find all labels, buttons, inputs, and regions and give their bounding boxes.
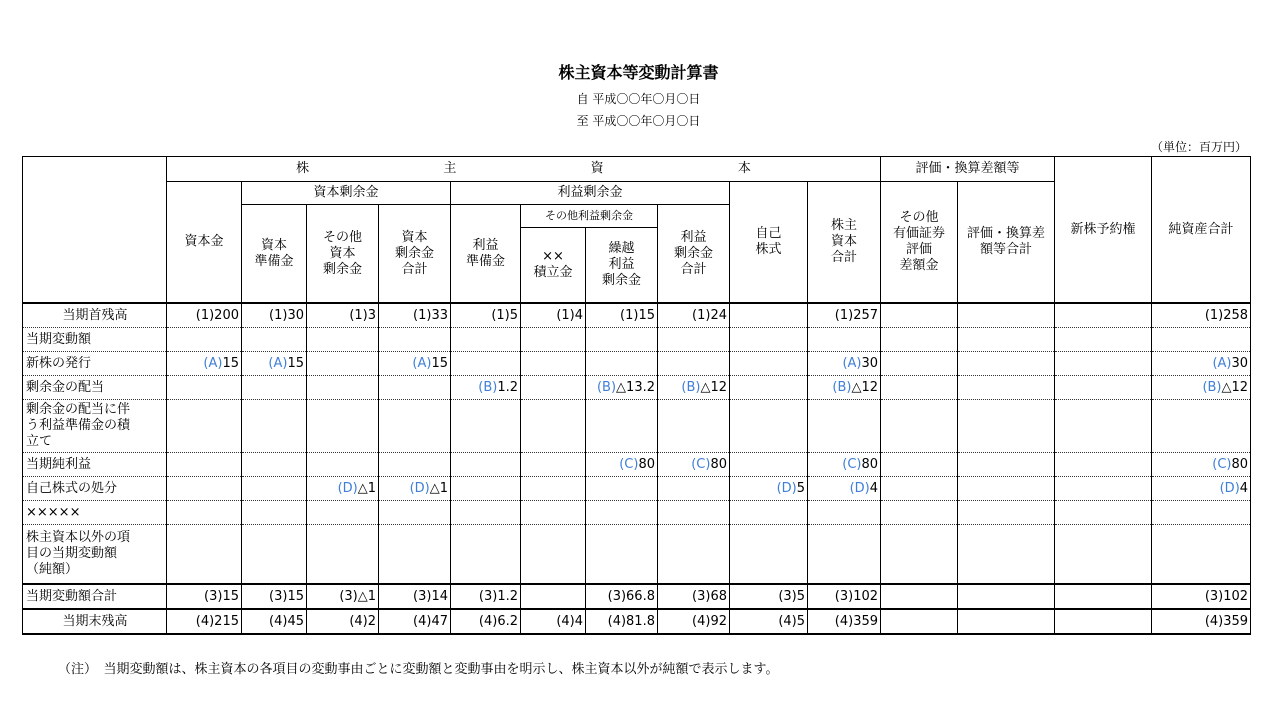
table-cell xyxy=(808,501,881,525)
table-cell xyxy=(242,525,307,585)
cell-marker: (B) xyxy=(832,379,852,395)
table-cell xyxy=(586,501,658,525)
table-cell xyxy=(808,303,881,328)
table-cell xyxy=(1055,453,1152,477)
table-cell xyxy=(958,303,1055,328)
cell-marker: (A) xyxy=(268,355,288,371)
cell-value: (4)5 xyxy=(778,613,805,629)
table-cell xyxy=(307,501,379,525)
cell-value: (1)30 xyxy=(269,307,304,323)
table-cell xyxy=(521,453,586,477)
table-cell xyxy=(1152,303,1251,328)
cell-value: (4)47 xyxy=(413,613,448,629)
table-cell xyxy=(521,501,586,525)
table-cell xyxy=(1152,376,1251,400)
table-cell xyxy=(167,609,242,634)
cell-marker: (A) xyxy=(412,355,432,371)
table-cell xyxy=(658,328,730,352)
cell-value: (4)359 xyxy=(1204,613,1249,629)
table-cell xyxy=(1055,376,1152,400)
cell-value: (4)6.2 xyxy=(478,613,518,629)
table-cell xyxy=(730,584,808,609)
cell-value: (3)5 xyxy=(778,588,805,604)
table-cell xyxy=(958,352,1055,376)
table-cell xyxy=(881,477,958,501)
cell-value: (1)200 xyxy=(195,307,239,323)
table-cell xyxy=(521,584,586,609)
cell-value: (3)66.8 xyxy=(607,588,655,604)
header-rieki-junbikin: 利益 準備金 xyxy=(451,205,521,304)
table-cell xyxy=(379,584,451,609)
header-hyoka-total: 評価・換算差 額等合計 xyxy=(958,182,1055,304)
table-cell xyxy=(881,501,958,525)
table-cell xyxy=(307,584,379,609)
table-cell xyxy=(307,328,379,352)
header-sonota-yuka: その他 有価証券 評価 差額金 xyxy=(881,182,958,304)
table-cell xyxy=(307,376,379,400)
table-cell xyxy=(958,501,1055,525)
cell-value: (3)15 xyxy=(269,588,304,604)
table-cell xyxy=(808,584,881,609)
cell-value: 30 xyxy=(861,355,879,371)
table-cell xyxy=(521,525,586,585)
table-row xyxy=(23,400,1251,453)
cell-value: (1)257 xyxy=(834,307,879,323)
header-kabunushi-total: 株主 資本 合計 xyxy=(808,182,881,304)
table-cell xyxy=(730,525,808,585)
table-cell xyxy=(167,453,242,477)
table-cell xyxy=(958,328,1055,352)
table-cell xyxy=(730,453,808,477)
table-cell xyxy=(451,525,521,585)
table-cell xyxy=(658,501,730,525)
table-cell xyxy=(658,477,730,501)
header-kurikoshi: 繰越 利益 剰余金 xyxy=(586,228,658,304)
document-title: 株主資本等変動計算書 xyxy=(558,63,719,82)
cell-value: 1.2 xyxy=(497,379,518,395)
table-cell xyxy=(242,352,307,376)
table-cell xyxy=(808,352,881,376)
table-cell xyxy=(658,352,730,376)
table-cell xyxy=(1055,584,1152,609)
cell-value: (3)102 xyxy=(834,588,879,604)
table-cell xyxy=(1152,501,1251,525)
row-label: 当期変動額 xyxy=(23,328,167,352)
cell-marker: (D) xyxy=(776,480,797,496)
table-cell xyxy=(881,352,958,376)
header-rieki-jouyokin: 利益剰余金 xyxy=(451,182,730,205)
table-cell xyxy=(730,609,808,634)
table-cell xyxy=(730,352,808,376)
table-cell xyxy=(521,477,586,501)
cell-marker: (B) xyxy=(1202,379,1222,395)
cell-value: (1)3 xyxy=(349,307,376,323)
cell-marker: (D) xyxy=(337,480,358,496)
table-cell xyxy=(242,453,307,477)
table-cell xyxy=(167,400,242,453)
table-cell xyxy=(521,376,586,400)
table-row xyxy=(23,328,1251,352)
cell-value: (4)2 xyxy=(349,613,376,629)
cell-marker: (C) xyxy=(1212,456,1232,472)
table-cell xyxy=(958,376,1055,400)
header-shihonkin: 資本金 xyxy=(167,182,242,304)
footnote: （注） 当期変動額は、株主資本の各項目の変動事由ごとに変動額と変動事由を明示し、株主資本以外が純額で表示します。 xyxy=(58,662,779,677)
header-kabunushi-char: 本 xyxy=(737,161,751,176)
table-row xyxy=(23,352,1251,376)
cell-value: 4 xyxy=(869,480,879,496)
table-cell xyxy=(808,525,881,585)
table-row xyxy=(23,477,1251,501)
table-cell xyxy=(808,400,881,453)
table-cell xyxy=(167,501,242,525)
table-cell xyxy=(379,303,451,328)
table-cell xyxy=(1055,609,1152,634)
table-cell xyxy=(521,609,586,634)
cell-value: (3)102 xyxy=(1204,588,1249,604)
table-cell xyxy=(658,400,730,453)
table-cell xyxy=(730,303,808,328)
cell-marker: (B) xyxy=(478,379,498,395)
table-cell xyxy=(379,328,451,352)
table-row xyxy=(23,453,1251,477)
header-kabunushi-char: 資 xyxy=(590,161,604,176)
header-corner xyxy=(23,157,167,304)
header-shihon-junbikin: 資本 準備金 xyxy=(242,205,307,304)
table-cell xyxy=(167,525,242,585)
table-cell xyxy=(1055,501,1152,525)
table-cell xyxy=(242,477,307,501)
row-label: 新株の発行 xyxy=(23,352,167,376)
table-row xyxy=(23,584,1251,609)
table-cell xyxy=(242,501,307,525)
cell-value: △1 xyxy=(429,480,448,496)
header-kabunushi-shihon xyxy=(167,157,881,182)
table-cell xyxy=(586,525,658,585)
cell-value: (1)33 xyxy=(413,307,448,323)
table-cell xyxy=(958,525,1055,585)
table-cell xyxy=(881,328,958,352)
row-label: 当期変動額合計 xyxy=(23,584,167,609)
header-sonota-rieki: その他利益剰余金 xyxy=(521,205,658,228)
table-row xyxy=(23,303,1251,328)
cell-marker: (A) xyxy=(1212,355,1232,371)
table-cell xyxy=(658,525,730,585)
table-cell xyxy=(808,609,881,634)
table-cell xyxy=(958,400,1055,453)
statement-table xyxy=(22,156,1251,635)
cell-value: (4)4 xyxy=(556,613,583,629)
unit-label: （単位：百万円） xyxy=(1150,140,1247,154)
header-sonota-shihon: その他 資本 剰余金 xyxy=(307,205,379,304)
table-cell xyxy=(379,400,451,453)
cell-marker: (A) xyxy=(203,355,223,371)
table-cell xyxy=(167,303,242,328)
table-cell xyxy=(167,352,242,376)
table-cell xyxy=(242,328,307,352)
table-cell xyxy=(586,352,658,376)
header-shihon-jouyokin: 資本剰余金 xyxy=(242,182,451,205)
table-cell xyxy=(586,477,658,501)
table-cell xyxy=(586,303,658,328)
table-cell xyxy=(881,303,958,328)
table-cell xyxy=(307,303,379,328)
cell-value: (1)5 xyxy=(491,307,518,323)
row-label: 当期純利益 xyxy=(23,453,167,477)
cell-value: △1 xyxy=(357,480,376,496)
table-cell xyxy=(586,376,658,400)
table-cell xyxy=(451,501,521,525)
table-cell xyxy=(451,453,521,477)
table-cell xyxy=(958,584,1055,609)
table-cell xyxy=(521,352,586,376)
table-cell xyxy=(451,352,521,376)
header-hyoka-group: 評価・換算差額等 xyxy=(881,157,1055,182)
cell-value: (1)24 xyxy=(692,307,727,323)
header-junshisan: 純資産合計 xyxy=(1152,157,1251,304)
cell-marker: (A) xyxy=(842,355,862,371)
table-cell xyxy=(307,477,379,501)
table-cell xyxy=(730,400,808,453)
cell-value: 80 xyxy=(861,456,879,472)
table-row xyxy=(23,609,1251,634)
table-cell xyxy=(658,584,730,609)
cell-value: (4)45 xyxy=(269,613,304,629)
table-cell xyxy=(1055,328,1152,352)
table-cell xyxy=(730,376,808,400)
table-cell xyxy=(808,376,881,400)
cell-value: 15 xyxy=(222,355,239,371)
statement-body xyxy=(23,303,1251,634)
cell-value: (3)△1 xyxy=(339,588,376,604)
cell-value: 5 xyxy=(796,480,805,496)
cell-value: △12 xyxy=(851,379,879,395)
table-cell xyxy=(451,328,521,352)
table-cell xyxy=(167,584,242,609)
cell-value: (4)81.8 xyxy=(607,613,655,629)
header-kabunushi-char: 株 xyxy=(296,161,310,176)
table-cell xyxy=(242,303,307,328)
table-row xyxy=(23,525,1251,585)
header-kabunushi-char: 主 xyxy=(443,161,457,176)
cell-value: △13.2 xyxy=(616,379,655,395)
table-cell xyxy=(658,376,730,400)
table-cell xyxy=(586,328,658,352)
cell-marker: (B) xyxy=(681,379,701,395)
cell-value: 30 xyxy=(1231,355,1249,371)
row-label: 当期末残高 xyxy=(23,609,167,634)
period-from: 自 平成〇〇年〇月〇日 xyxy=(576,92,701,106)
cell-marker: (C) xyxy=(842,456,862,472)
table-cell xyxy=(521,400,586,453)
cell-value: (4)359 xyxy=(834,613,879,629)
table-cell xyxy=(1055,477,1152,501)
table-cell xyxy=(379,453,451,477)
table-cell xyxy=(586,609,658,634)
table-cell xyxy=(1055,400,1152,453)
table-cell xyxy=(451,303,521,328)
table-cell xyxy=(1055,352,1152,376)
table-cell xyxy=(881,525,958,585)
table-cell xyxy=(379,525,451,585)
table-cell xyxy=(242,376,307,400)
table-cell xyxy=(958,453,1055,477)
cell-value: (3)68 xyxy=(692,588,727,604)
table-cell xyxy=(730,328,808,352)
row-label: ××××× xyxy=(23,501,167,525)
cell-value: 80 xyxy=(710,456,727,472)
cell-value: (4)92 xyxy=(692,613,727,629)
table-cell xyxy=(379,352,451,376)
cell-value: 15 xyxy=(287,355,304,371)
table-cell xyxy=(1152,453,1251,477)
table-cell xyxy=(307,525,379,585)
header-tsumitate: ×× 積立金 xyxy=(521,228,586,304)
cell-marker: (B) xyxy=(596,379,617,395)
cell-value: (3)1.2 xyxy=(478,588,518,604)
table-cell xyxy=(167,328,242,352)
cell-value: (1)4 xyxy=(556,307,583,323)
table-cell xyxy=(242,609,307,634)
row-label: 剰余金の配当 xyxy=(23,376,167,400)
table-cell xyxy=(521,328,586,352)
period-to: 至 平成〇〇年〇月〇日 xyxy=(576,114,701,128)
table-cell xyxy=(307,609,379,634)
table-cell xyxy=(881,584,958,609)
table-cell xyxy=(451,584,521,609)
table-cell xyxy=(167,477,242,501)
table-cell xyxy=(1055,303,1152,328)
cell-marker: (D) xyxy=(1219,480,1240,496)
table-cell xyxy=(658,303,730,328)
header-shihon-jouyo-total: 資本 剰余金 合計 xyxy=(379,205,451,304)
cell-value: (1)15 xyxy=(620,307,655,323)
cell-value: 80 xyxy=(1231,456,1249,472)
cell-value: 80 xyxy=(638,456,655,472)
cell-value: 15 xyxy=(431,355,448,371)
row-label: 自己株式の処分 xyxy=(23,477,167,501)
table-cell xyxy=(658,609,730,634)
table-cell xyxy=(881,453,958,477)
table-cell xyxy=(881,376,958,400)
table-cell xyxy=(586,584,658,609)
table-cell xyxy=(521,303,586,328)
table-cell xyxy=(307,352,379,376)
table-row xyxy=(23,376,1251,400)
table-cell xyxy=(451,609,521,634)
cell-marker: (D) xyxy=(849,480,870,496)
table-cell xyxy=(242,584,307,609)
table-cell xyxy=(307,453,379,477)
row-label: 剰余金の配当に伴 う利益準備金の積 立て xyxy=(23,400,167,453)
cell-value: △12 xyxy=(1221,379,1249,395)
table-cell xyxy=(379,477,451,501)
cell-value: (3)14 xyxy=(413,588,448,604)
table-cell xyxy=(379,501,451,525)
header-shinkabu: 新株予約権 xyxy=(1055,157,1152,304)
table-cell xyxy=(1152,609,1251,634)
table-cell xyxy=(658,453,730,477)
table-cell xyxy=(958,609,1055,634)
table-cell xyxy=(242,400,307,453)
table-cell xyxy=(1055,525,1152,585)
cell-marker: (C) xyxy=(619,456,639,472)
table-cell xyxy=(808,477,881,501)
table-cell xyxy=(958,477,1055,501)
table-cell xyxy=(808,453,881,477)
table-cell xyxy=(1152,477,1251,501)
table-row xyxy=(23,501,1251,525)
table-cell xyxy=(586,400,658,453)
table-cell xyxy=(451,376,521,400)
table-cell xyxy=(451,400,521,453)
table-cell xyxy=(1152,400,1251,453)
row-label: 当期首残高 xyxy=(23,303,167,328)
table-cell xyxy=(379,376,451,400)
table-cell xyxy=(730,477,808,501)
table-cell xyxy=(1152,584,1251,609)
table-cell xyxy=(586,453,658,477)
table-cell xyxy=(1152,352,1251,376)
cell-value: △12 xyxy=(700,379,727,395)
table-cell xyxy=(881,400,958,453)
table-cell xyxy=(1152,525,1251,585)
table-cell xyxy=(881,609,958,634)
cell-value: 4 xyxy=(1239,480,1249,496)
cell-marker: (D) xyxy=(409,480,430,496)
cell-value: (1)258 xyxy=(1204,307,1249,323)
table-cell xyxy=(1152,328,1251,352)
header-rieki-jouyo-total: 利益 剰余金 合計 xyxy=(658,205,730,304)
table-cell xyxy=(307,400,379,453)
table-cell xyxy=(808,328,881,352)
table-cell xyxy=(730,501,808,525)
row-label: 株主資本以外の項 目の当期変動額 （純額） xyxy=(23,525,167,585)
table-cell xyxy=(167,376,242,400)
cell-value: (3)15 xyxy=(204,588,239,604)
cell-marker: (C) xyxy=(691,456,711,472)
table-cell xyxy=(379,609,451,634)
header-jiko-kabushiki: 自己 株式 xyxy=(730,182,808,304)
table-cell xyxy=(451,477,521,501)
cell-value: (4)215 xyxy=(195,613,239,629)
